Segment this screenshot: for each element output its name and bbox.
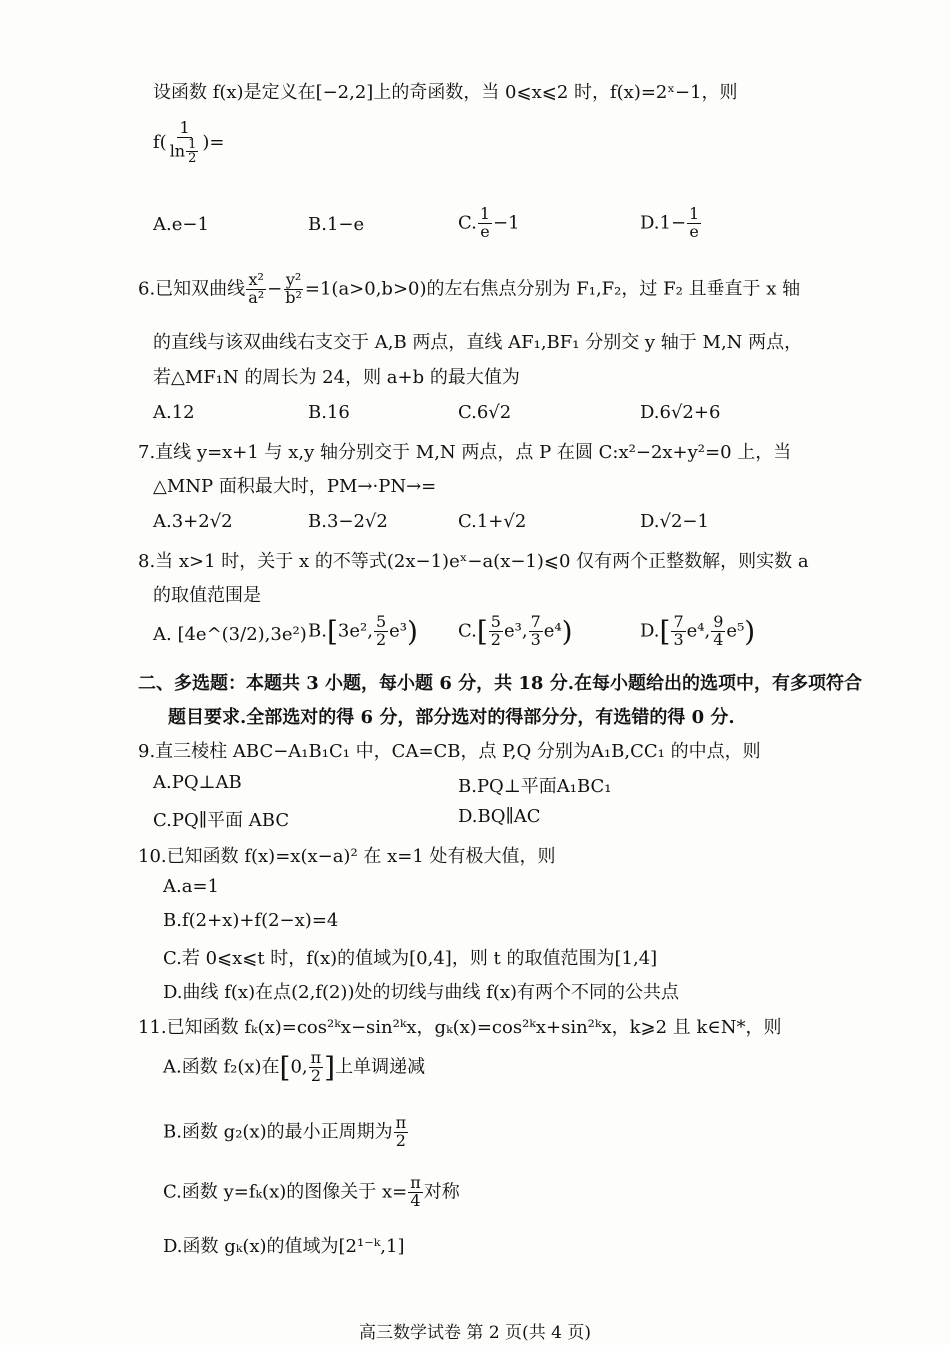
q9-stem: 9.直三棱柱 ABC−A₁B₁C₁ 中，CA=CB，点 P,Q 分别为A₁B,CC₁ 的中点，则 bbox=[138, 741, 761, 762]
q5-option-b: B.1−e bbox=[308, 214, 365, 235]
q9-option-c: C.PQ∥平面 ABC bbox=[153, 810, 290, 831]
q6-options bbox=[0, 402, 950, 442]
q10-option-b: B.f(2+x)+f(2−x)=4 bbox=[163, 910, 339, 931]
q8-option-b: B.[3e², $\frac{5}{2}$ e³) bbox=[308, 612, 418, 649]
q11-option-c: C.函数 y=fₖ(x)的图像关于 x= $\frac{\pi}{4}$ 对称 bbox=[163, 1173, 460, 1210]
q5-stem-line1: 设函数 f(x)是定义在[−2,2]上的奇函数，当 0⩽x⩽2 时，f(x)=2ˣ−1，则 bbox=[153, 82, 738, 103]
q11-option-b: B.函数 g₂(x)的最小正周期为 $\frac{\pi}{2}$ bbox=[163, 1113, 407, 1150]
q5-options bbox=[0, 206, 950, 246]
q7-option-a: A.3+2√2 bbox=[153, 511, 233, 532]
q10-option-a: A.a=1 bbox=[163, 876, 219, 897]
q9-option-a: A.PQ⊥AB bbox=[153, 772, 242, 793]
q10-option-c: C.若 0⩽x⩽t 时，f(x)的值域为[0,4]，则 t 的取值范围为[1,4] bbox=[163, 948, 658, 969]
q8-stem-line2: 的取值范围是 bbox=[153, 585, 261, 606]
q9-option-d: D.BQ∥AC bbox=[458, 806, 541, 827]
q10-option-d: D.曲线 f(x)在点(2,f(2))处的切线与曲线 f(x)有两个不同的公共点 bbox=[163, 982, 680, 1003]
q7-option-d: D.√2−1 bbox=[640, 511, 709, 532]
section2-heading-line2: 题目要求.全部选对的得 6 分，部分选对的得部分分，有选错的得 0 分. bbox=[168, 707, 735, 728]
q7-stem-line1: 7.直线 y=x+1 与 x,y 轴分别交于 M,N 两点，点 P 在圆 C:x²−2x+y²=0 上，当 bbox=[138, 442, 792, 463]
q7-options bbox=[0, 511, 950, 551]
q6-stem-line1: 6.已知双曲线 $\frac{\text{x²}}{\text{a²}}$ − $\frac{\text{y²}}{\text{b²}}$ =1(a>0,b>0)的左右焦点分别为 F₁,F₂，过 F₂ 且垂直于 x 轴 bbox=[138, 270, 801, 307]
q6-option-c: C.6√2 bbox=[458, 402, 512, 423]
q8-option-c: C.[ $\frac{5}{2}$ e³, $\frac{7}{3}$ e⁴) bbox=[458, 612, 573, 649]
section2-heading-line1: 二、多选题：本题共 3 小题，每小题 6 分，共 18 分.在每小题给出的选项中，有多项符合 bbox=[138, 673, 862, 694]
q9-option-b: B.PQ⊥平面A₁BC₁ bbox=[458, 776, 612, 797]
q5-option-d: D.1− $\frac{1}{e}$ bbox=[640, 204, 700, 241]
q8-option-d: D.[ $\frac{7}{3}$ e⁴, $\frac{9}{4}$ e⁵) bbox=[640, 612, 756, 649]
q7-option-b: B.3−2√2 bbox=[308, 511, 388, 532]
q5-fraction: 1 ln $\frac{1}{2}$ bbox=[169, 118, 197, 167]
q11-option-d: D.函数 gₖ(x)的值域为[2¹⁻ᵏ,1] bbox=[163, 1236, 405, 1257]
page-footer: 高三数学试卷 第 2 页(共 4 页) bbox=[359, 1323, 591, 1343]
q6-stem-line3: 若△MF₁N 的周长为 24，则 a+b 的最大值为 bbox=[153, 367, 520, 388]
q6-option-d: D.6√2+6 bbox=[640, 402, 721, 423]
q5-option-c: C. $\frac{1}{e}$ −1 bbox=[458, 204, 520, 241]
q5-f-open: f( bbox=[153, 132, 167, 154]
q6-option-a: A.12 bbox=[153, 402, 195, 423]
q5-stem-line2 bbox=[153, 120, 225, 166]
q6-frac-y: $\frac{\text{y²}}{\text{b²}}$ bbox=[285, 270, 302, 307]
q10-stem: 10.已知函数 f(x)=x(x−a)² 在 x=1 处有极大值，则 bbox=[138, 846, 556, 867]
q6-frac-x: $\frac{\text{x²}}{\text{a²}}$ bbox=[248, 270, 265, 307]
q7-option-c: C.1+√2 bbox=[458, 511, 527, 532]
q7-stem-line2: △MNP 面积最大时，PM→·PN→= bbox=[153, 476, 437, 497]
q11-option-a: A.函数 f₂(x)在[0, $\frac{\pi}{2}$ ]上单调递减 bbox=[163, 1048, 426, 1085]
q5-option-a: A.e−1 bbox=[153, 214, 209, 235]
q8-stem-line1: 8.当 x>1 时，关于 x 的不等式(2x−1)eˣ−a(x−1)⩽0 仅有两个正整数解，则实数 a bbox=[138, 551, 809, 572]
q6-option-b: B.16 bbox=[308, 402, 350, 423]
q8-option-a: A. [4e^(3/2),3e²) bbox=[153, 624, 307, 645]
q6-stem-line2: 的直线与该双曲线右支交于 A,B 两点，直线 AF₁,BF₁ 分别交 y 轴于 M,N 两点， bbox=[153, 332, 803, 353]
q11-stem: 11.已知函数 fₖ(x)=cos²ᵏx−sin²ᵏx，gₖ(x)=cos²ᵏx+sin²ᵏx，k⩾2 且 k∈N*，则 bbox=[138, 1017, 782, 1038]
q8-options bbox=[0, 614, 950, 654]
q5-f-close: )= bbox=[202, 132, 225, 154]
